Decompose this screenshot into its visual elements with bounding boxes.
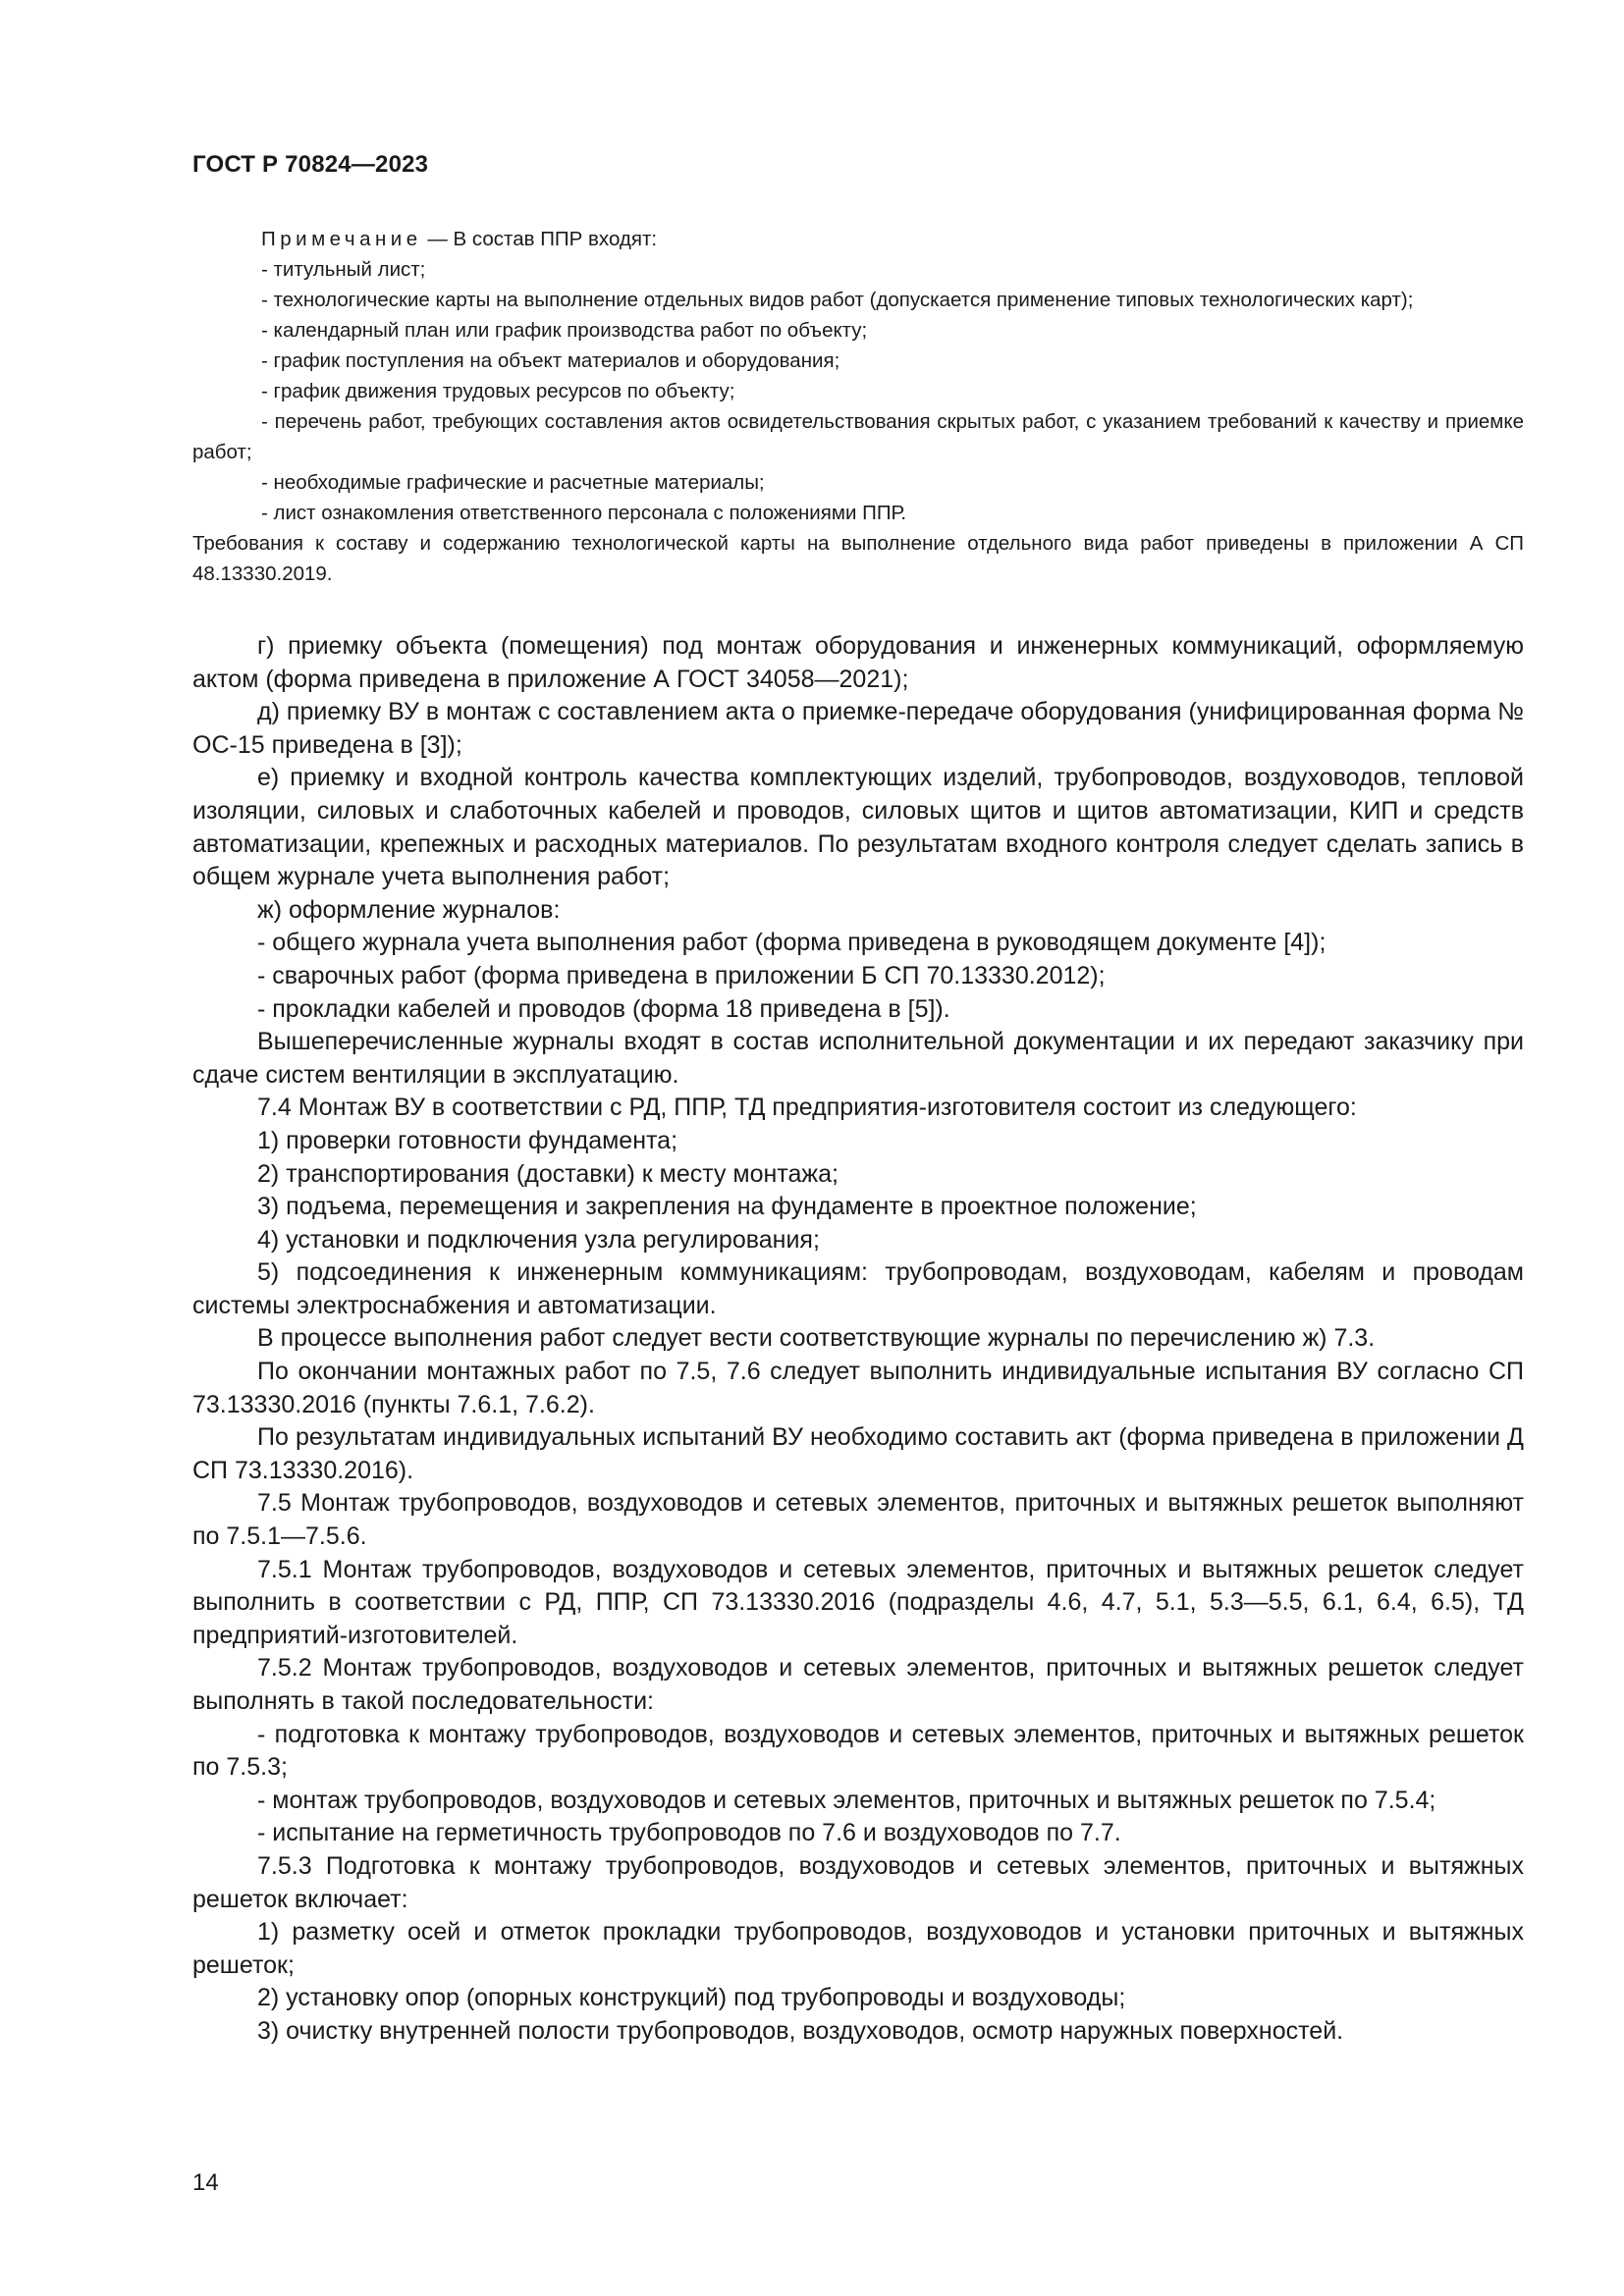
paragraph: 7.5.1 Монтаж трубопроводов, воздуховодов и сетевых элементов, приточных и вытяжных решеток следует выполнить в соответствии с РД, ППР, СП 73.13330.2016 (подразделы 4.6, 4.7, 5.1, 5.3—5.5, 6.1, 6.4, 6.5), ТД предприятий-изготовителей. (192, 1555, 1524, 1649)
paragraph: 1) разметку осей и отметок прокладки трубопроводов, воздуховодов и установки приточных и вытяжных решеток; (192, 1918, 1524, 1979)
note-item: - график движения трудовых ресурсов по объекту; (261, 380, 735, 402)
note-item: - лист ознакомления ответственного персонала с положениями ППР. (261, 502, 907, 524)
note-heading (192, 224, 1524, 254)
body-text (192, 630, 1524, 2049)
paragraph: - монтаж трубопроводов, воздуховодов и сетевых элементов, приточных и вытяжных решеток по 7.5.4; (257, 1786, 1436, 1814)
paragraph: 7.5 Монтаж трубопроводов, воздуховодов и сетевых элементов, приточных и вытяжных решеток выполняют по 7.5.1—7.5.6. (192, 1489, 1524, 1551)
paragraph: По окончании монтажных работ по 7.5, 7.6 следует выполнить индивидуальные испытания ВУ согласно СП 73.13330.2016 (пункты 7.6.1, 7.6.2). (192, 1358, 1524, 1418)
page-number: 14 (192, 2169, 219, 2196)
paragraph: г) приемку объекта (помещения) под монтаж оборудования и инженерных коммуникаций, оформляемую актом (форма приведена в приложение А ГОСТ 34058—2021); (192, 632, 1524, 693)
paragraph: 2) транспортирования (доставки) к месту монтажа; (257, 1159, 839, 1188)
note-item: - титульный лист; (261, 258, 426, 281)
paragraph: 7.5.2 Монтаж трубопроводов, воздуховодов и сетевых элементов, приточных и вытяжных решеток следует выполнять в такой последовательности: (192, 1654, 1524, 1715)
note-item: - технологические карты на выполнение отдельных видов работ (допускается применение типовых технологических карт); (261, 289, 1414, 311)
paragraph: е) приемку и входной контроль качества комплектующих изделий, трубопроводов, воздуховодов, тепловой изоляции, силовых и слаботочных кабелей и проводов, силовых щитов и щитов автоматизации, КИП и средств автоматизации, крепежных и расходных материалов. По результатам входного контроля следует сделать запись в общем журнале учета выполнения работ; (192, 764, 1524, 891)
note-item: - календарный план или график производства работ по объекту; (261, 319, 868, 342)
paragraph: В процессе выполнения работ следует вести соответствующие журналы по перечислению ж) 7.3. (257, 1324, 1376, 1353)
document-header: ГОСТ Р 70824—2023 (192, 151, 429, 178)
paragraph: ж) оформление журналов: (257, 895, 561, 924)
paragraph: 4) установки и подключения узла регулирования; (257, 1225, 820, 1254)
paragraph: 5) подсоединения к инженерным коммуникациям: трубопроводам, воздуховодам, кабелям и проводам системы электроснабжения и автоматизации. (192, 1258, 1524, 1319)
note-label: Примечание (261, 228, 422, 250)
paragraph: По результатам индивидуальных испытаний ВУ необходимо составить акт (форма приведена в приложении Д СП 73.13330.2016). (192, 1423, 1524, 1484)
paragraph: 2) установку опор (опорных конструкций) под трубопроводы и воздуховоды; (257, 1984, 1126, 2012)
note-block (192, 224, 1524, 589)
paragraph: 7.4 Монтаж ВУ в соответствии с РД, ППР, ТД предприятия-изготовителя состоит из следующего: (257, 1094, 1357, 1122)
paragraph: 3) очистку внутренней полости трубопроводов, воздуховодов, осмотр наружных поверхностей. (257, 2016, 1344, 2045)
note-item: - график поступления на объект материалов и оборудования; (261, 349, 840, 372)
paragraph: - прокладки кабелей и проводов (форма 18 приведена в [5]). (257, 994, 950, 1023)
note-intro: — В состав ППР входят: (421, 228, 658, 250)
paragraph: д) приемку ВУ в монтаж с составлением акта о приемке-передаче оборудования (унифицированная форма № ОС-15 приведена в [3]); (192, 698, 1524, 759)
note-closing: Требования к составу и содержанию технологической карты на выполнение отдельного вида работ приведены в приложении А СП 48.13330.2019. (192, 532, 1524, 585)
paragraph: 7.5.3 Подготовка к монтажу трубопроводов, воздуховодов и сетевых элементов, приточных и вытяжных решеток включает: (192, 1851, 1524, 1913)
note-item: - перечень работ, требующих составления актов освидетельствования скрытых работ, с указанием требований к качеству и приемке работ; (192, 410, 1524, 463)
paragraph: - испытание на герметичность трубопроводов по 7.6 и воздуховодов по 7.7. (257, 1819, 1121, 1847)
paragraph: - подготовка к монтажу трубопроводов, воздуховодов и сетевых элементов, приточных и вытяжных решеток по 7.5.3; (192, 1720, 1524, 1782)
paragraph: 3) подъема, перемещения и закрепления на фундаменте в проектное положение; (257, 1193, 1197, 1221)
note-item: - необходимые графические и расчетные материалы; (261, 471, 765, 494)
paragraph: - сварочных работ (форма приведена в приложении Б СП 70.13330.2012); (257, 961, 1106, 989)
paragraph: Вышеперечисленные журналы входят в состав исполнительной документации и их передают заказчику при сдаче систем вентиляции в эксплуатацию. (192, 1028, 1524, 1089)
paragraph: - общего журнала учета выполнения работ (форма приведена в руководящем документе [4]); (257, 929, 1326, 957)
paragraph: 1) проверки готовности фундамента; (257, 1126, 678, 1154)
